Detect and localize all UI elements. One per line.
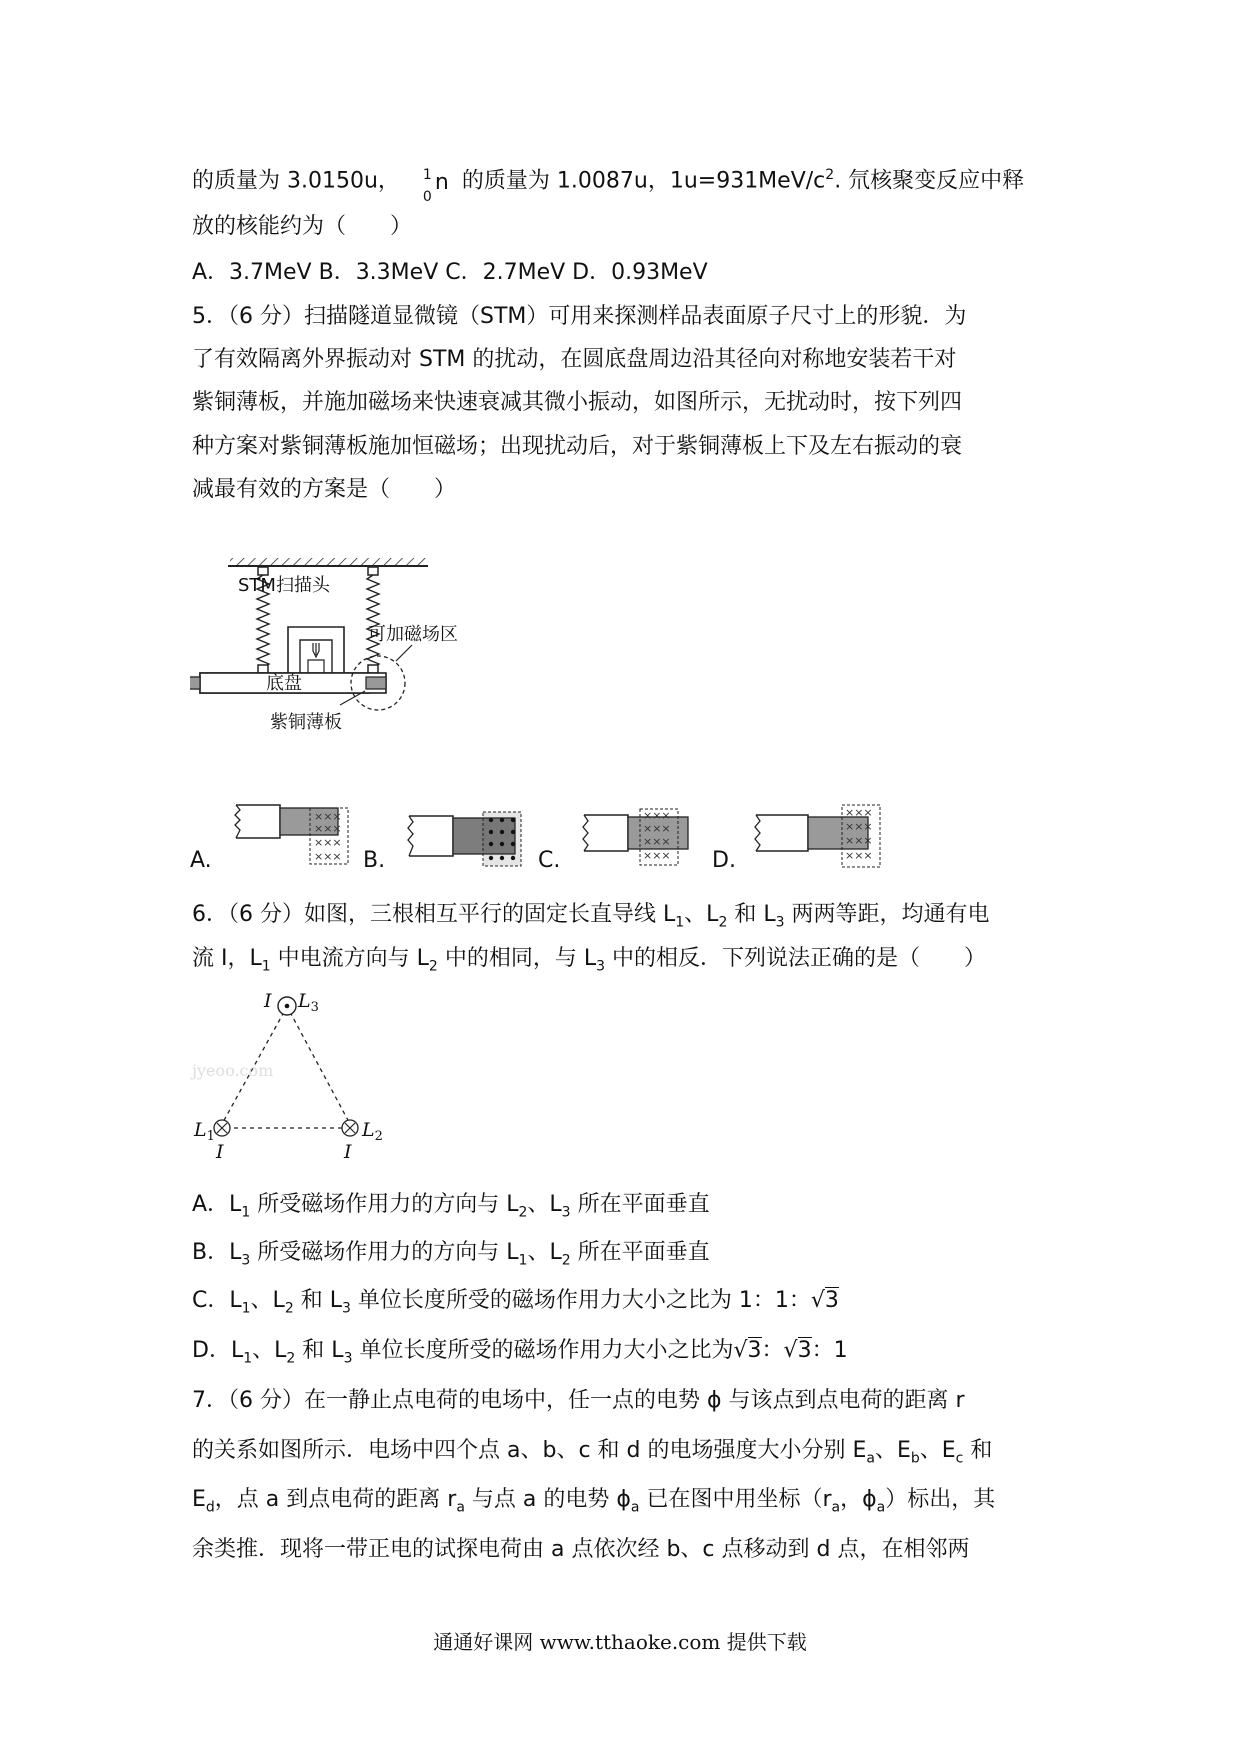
svg-text:×××: ××× xyxy=(643,835,671,848)
q6-line2: 流 I，$L_1$ 中电流方向与 $L_2$ 中的相同，与 $L_3$ 中的相反．下列说法正确的是（ ） xyxy=(192,946,987,975)
svg-text:×××: ××× xyxy=(314,810,342,823)
q4-options: A．3.7MeV B．3.3MeV C．2.7MeV D．0.93MeV xyxy=(192,260,708,285)
q7-line2: 的关系如图所示．电场中四个点 a、b、c 和 d 的电场强度大小分别 $E_a$、$E_b$、$E_c$ 和 xyxy=(192,1438,993,1467)
field-region-label: 可加磁场区 xyxy=(368,624,458,645)
q4-line1 xyxy=(192,160,1025,206)
left-current-label: I xyxy=(216,1141,224,1163)
q4-line1-text-b: 的质量为 1.0087u，1u=931MeV/c xyxy=(461,168,826,194)
svg-text:×××: ××× xyxy=(845,806,873,819)
q6-option-a: A．$L_1$ 所受磁场作用力的方向与 $L_2$、$L_3$ 所在平面垂直 xyxy=(192,1192,710,1221)
watermark: jyeoo.com xyxy=(192,1061,274,1080)
svg-text:×××: ××× xyxy=(643,822,671,835)
svg-text:×××: ××× xyxy=(314,822,342,835)
right-dashed-edge xyxy=(290,1012,350,1124)
q4-line1-text-a: 的质量为 3.0150u， xyxy=(192,168,400,194)
q4-line1-sup: 2 xyxy=(825,167,835,183)
q5-option-c-figure xyxy=(580,805,700,870)
left-wire-label: $L_1$ xyxy=(194,1119,215,1144)
q6-option-c: C．$L_1$、$L_2$ 和 $L_3$ 单位长度所受的磁场作用力大小之比为 1：1：√3 xyxy=(192,1288,839,1317)
base-label: 底盘 xyxy=(266,673,302,694)
nuclide-mass-number: 1 xyxy=(422,167,432,184)
q5-option-b-figure xyxy=(405,808,525,870)
plate-label: 紫铜薄板 xyxy=(270,712,342,733)
svg-text:×××: ××× xyxy=(845,834,873,847)
q6-option-b: B．$L_3$ 所受磁场作用力的方向与 $L_1$、$L_2$ 所在平面垂直 xyxy=(192,1240,710,1269)
q5-option-label-d: D. xyxy=(712,848,736,873)
top-current-label: I xyxy=(264,990,272,1012)
q4-line2: 放的核能约为（ ） xyxy=(192,214,413,239)
scan-head-label: STM扫描头 xyxy=(238,575,330,596)
q5-option-a-figure xyxy=(232,800,352,870)
q5-line3: 紫铜薄板，并施加磁场来快速衰减其微小振动，如图所示，无扰动时，按下列四 xyxy=(192,390,963,415)
q5-option-label-b: B. xyxy=(363,848,386,873)
page-footer: 通通好课网 www.tthaoke.com 提供下载 xyxy=(433,1630,807,1654)
q6-option-d: D．$L_1$、$L_2$ 和 $L_3$ 单位长度所受的磁场作用力大小之比为√3：√3：1 xyxy=(192,1338,848,1367)
right-spring xyxy=(367,575,379,667)
q5-line4: 种方案对紫铜薄板施加恒磁场；出现扰动后，对于紫铜薄板上下及左右振动的衰 xyxy=(192,434,963,459)
ceiling-hatch xyxy=(230,558,426,565)
q4-line1-text-c: . 氘核聚变反应中释 xyxy=(834,168,1025,194)
svg-text:×××: ××× xyxy=(845,820,873,833)
right-copper-plate xyxy=(366,677,386,689)
q5-line5: 减最有效的方案是（ ） xyxy=(192,477,457,502)
q5-option-d-figure xyxy=(752,803,892,871)
sqrt-symbol: √ xyxy=(810,1288,825,1313)
right-current-label: I xyxy=(344,1141,352,1163)
stm-figure xyxy=(190,555,530,770)
top-wire-label: $L_3$ xyxy=(298,990,319,1015)
three-wires-figure xyxy=(190,990,390,1170)
q5-option-label-c: C. xyxy=(538,848,561,873)
svg-text:×××: ××× xyxy=(314,836,342,849)
q5-line2: 了有效隔离外界振动对 STM 的扰动，在圆底盘周边沿其径向对称地安装若干对 xyxy=(192,347,957,372)
nuclide-symbol: n xyxy=(434,170,449,196)
neutron-nuclide xyxy=(421,166,455,206)
q7-line1: 7．（6 分）在一静止点电荷的电场中，任一点的电势 ϕ 与该点到点电荷的距离 r xyxy=(192,1388,965,1413)
q5-option-label-a: A. xyxy=(190,848,212,873)
svg-text:×××: ××× xyxy=(643,809,671,822)
q6-line1: 6．（6 分）如图，三根相互平行的固定长直导线 $L_1$、$L_2$ 和 $L_3$ 两两等距，均通有电 xyxy=(192,902,990,931)
nuclide-atomic-number: 0 xyxy=(422,189,432,206)
svg-text:×××: ××× xyxy=(643,849,671,862)
q5-line1: 5．（6 分）扫描隧道显微镜（STM）可用来探测样品表面原子尺寸上的形貌．为 xyxy=(192,304,967,329)
q7-line3: $E_d$，点 a 到点电荷的距离 $r_a$ 与点 a 的电势 $\phi_a$ 已在图中用坐标（$r_a$，$\phi_a$）标出，其 xyxy=(192,1487,996,1516)
q7-line4: 余类推．现将一带正电的试探电荷由 a 点依次经 b、c 点移动到 d 点，在相邻两 xyxy=(192,1537,970,1562)
svg-text:×××: ××× xyxy=(314,850,342,863)
svg-text:×××: ××× xyxy=(845,849,873,862)
right-wire-label: $L_2$ xyxy=(362,1119,383,1144)
